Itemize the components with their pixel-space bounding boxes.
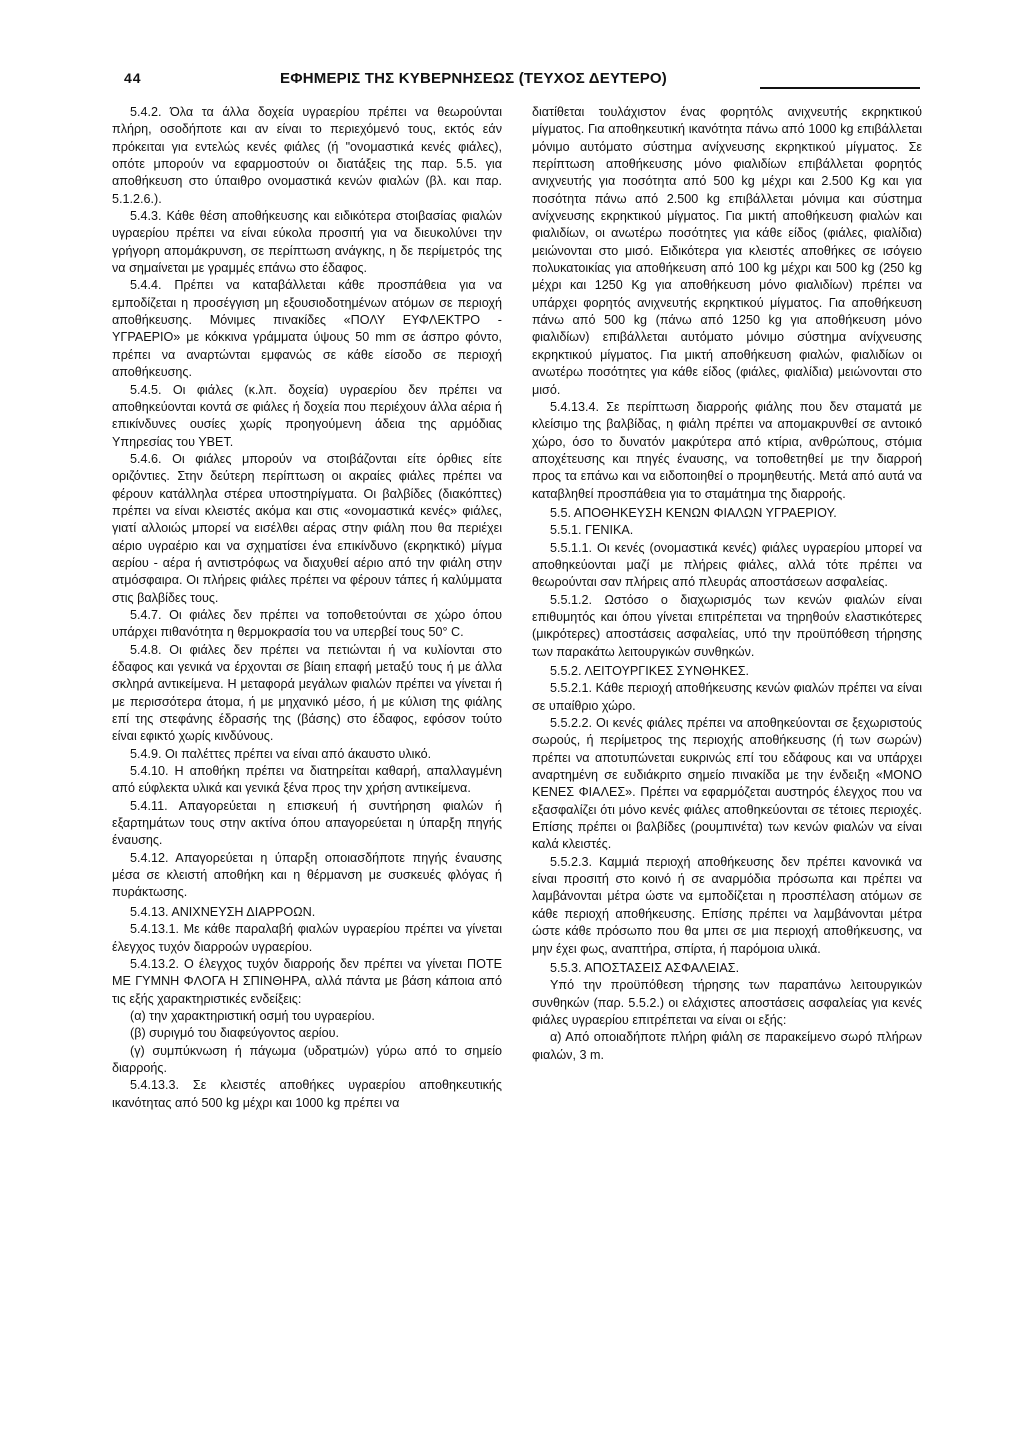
paragraph-5-4-6: 5.4.6. Οι φιάλες μπορούν να στοιβάζονται είτε όρθιες είτε οριζόντιες. Στην δεύτερη περίπτωση οι ακραίες φιάλες πρέπει να φέρουν κατάλληλα στέρεα υποστηρίγματα. Οι βαλβίδες (διακόπτες) πρέπει να είναι κλειστές ακόμα και στις «ονομαστικά κενές» φιάλες, γιατί αλλοιώς μπορεί να εισέλθει αέρας στην φιάλη που θα περιέχει αέριο υγραέριο και να σχηματίσει ένα επικίνδυνο (εκρηκτικό) μίγμα αερίου - αέρα ή αντιστρόφως να διαχυθεί αέριο από την φιάλη στην ατμόσφαιρα. Οι πλήρεις φιάλες πρέπει να φέρουν τάπες ή καλύμματα στις βαλβίδες τους.	[112, 451, 502, 605]
paragraph-5-4-5: 5.4.5. Οι φιάλες (κ.λπ. δοχεία) υγραερίου δεν πρέπει να αποθηκεύονται κοντά σε φιάλες ή δοχεία που περιέχουν άλλα αέρια ή επικίνδυνες ουσίες χωρίς προηγούμενη άδεια της αρμόδιας Υπηρεσίας του ΥΒΕΤ.	[112, 382, 502, 449]
section-heading-5-5-3: 5.5.3. ΑΠΟΣΤΑΣΕΙΣ ΑΣΦΑΛΕΙΑΣ.	[550, 960, 740, 975]
section-heading-leak-detection: 5.4.13. ΑΝΙΧΝΕΥΣΗ ΔΙΑΡΡΟΩΝ.	[130, 904, 316, 919]
paragraph-5-5-2-3: 5.5.2.3. Καμμιά περιοχή αποθήκευσης δεν πρέπει κανονικά να είναι προσιτή στο κοινό ή σε αναρμόδια πρόσωπα και πρέπει να λαμβάνονται μέτρα ώστε να εμποδίζεται η προσπέλαση ατόμων σε κάθε περιοχή αποθήκευσης. Επίσης πρέπει να λαμβάνονται μέτρα ώστε κάθε πρόσωπο που θα μπει σε μια περιοχή αποθήκευσης, να μην έχει φως, αναπτήρα, σπίρτα, ή παρόμοια υλικά.	[532, 854, 922, 956]
header-rule	[760, 87, 920, 89]
paragraph-5-4-12: 5.4.12. Απαγορεύεται η ύπαρξη οποιασδήποτε πηγής έναυσης μέσα σε κλειστή αποθήκη και η θέρμανση με συσκευές φλόγας ή πυράκτωσης.	[112, 850, 502, 900]
paragraph-5-5-3-intro: Υπό την προϋπόθεση τήρησης των παραπάνω λειτουργικών συνθηκών (παρ. 5.5.2.) οι ελάχιστες αποστάσεις ασφαλείας για κενές φιάλες υγραερίου επιτρέπεται να είναι οι εξής:	[532, 978, 922, 1027]
paragraph-5-4-9: 5.4.9. Οι παλέττες πρέπει να είναι από άκαυστο υλικό.	[130, 746, 432, 761]
paragraph-continued: διατίθεται τουλάχιστον ένας φορητόλς ανιχνευτής εκρηκτικού μίγματος. Για αποθηκευτική ικανότητα πάνω από 1000 kg επιβάλλεται μόνιμο αυτόματο σύστημα ανίχνευσης εκρηκτικού μίγματος. Σε περίπτωση αποθήκευσης μόνο φιαλιδίων επιβάλλεται φορητός ανιχνευτής για ποσότητα από 500 kg μέχρι και 2.500 Kg και για ποσότητα πάνω από 2.500 kg επιβάλλεται μόνιμα και σύστημα ανίχνευσης εκρηκτικού μίγματος. Για μικτή αποθήκευση φιαλών και φιαλιδίων, οι ανωτέρω ποσότητες για κάθε είδος (φιάλες, φιαλίδια) μειώνονται στο μισό. Ειδικότερα για κλειστές αποθήκες σε ισόγειο πολυκατοικίας για αποθήκευση από 100 kg μέχρι και 500 kg (250 kg μέχρι και 1250 Kg για αποθήκευση μόνο φιαλιδίων) πρέπει να υπάρχει φορητός ανιχνευτής εκρηκτικού μίγματος. Για αποθήκευση πάνω από 500 kg (πάνω από 1250 kg για αποθήκευση μόνο φιαλιδίων) επιβάλλεται αυτόματο μόνιμο σύστημα ανίχνευσης εκρηκτικού μίγματος. Για μικτή αποθήκευση φιαλών, φιαλιδίων οι ανωτέρω ποσότητες για κάθε είδος (φιάλες, φιαλίδια) μειώνονται στο μισό.	[532, 105, 922, 397]
paragraph-5-5-1-1: 5.5.1.1. Οι κενές (ονομαστικά κενές) φιάλες υγραερίου μπορεί να αποθηκεύονται μαζί με πλήρεις φιάλες, αλλά τότε πρέπει να θεωρούνται σαν πλήρεις από πλευράς αποστάσεων ασφαλείας.	[532, 540, 922, 590]
paragraph-5-4-13-4: 5.4.13.4. Σε περίπτωση διαρροής φιάλης που δεν σταματά με κλείσιμο της βαλβίδας, η φιάλη πρέπει να απομακρυνθεί σε αντοικό χώρο, όσο το δυνατόν μακρύτερα από κτίρια, ανθρώπους, στόμια αποχέτευσης και πηγές έναυσης, να τοποθετηθεί με την διαρροή προς τα επάνω και να ειδοποιηθεί ο προμηθευτής. Μετά από αυτά να καταβληθεί προσπάθεια για το σταμάτημα της διαρροής.	[532, 399, 922, 501]
paragraph-5-4-13-3: 5.4.13.3. Σε κλειστές αποθήκες υγραερίου αποθηκευτικής ικανότητας από 500 kg μέχρι και 1000 kg πρέπει να	[112, 1078, 502, 1110]
paragraph-5-4-13-2: 5.4.13.2. Ο έλεγχος τυχόν διαρροής δεν πρέπει να γίνεται ΠΟΤΕ ΜΕ ΓΥΜΝΗ ΦΛΟΓΑ Η ΣΠΙΝΘΗΡΑ, αλλά πάντα με βάση κάποια από τις εξής χαρακτηριστικές ενδείξεις:	[112, 956, 502, 1006]
paragraph-5-4-8: 5.4.8. Οι φιάλες δεν πρέπει να πετιώνται ή να κυλίονται στο έδαφος και γενικά να έρχονται σε βίαιη επαφή μεταξύ τους ή με άλλα σκληρά αντικείμενα. Η μεταφορά μεγάλων φιαλών πρέπει να γίνεται ή με περισσότερα άτομα, ή με μηχανικό μέσο, ή με κύλιση της φιάλης επί της στεφάνης έδρασής της (βάσης) στο έδαφος, εφόσον τούτο είναι εφικτό χωρίς κινδύνους.	[112, 642, 502, 744]
page-number: 44	[124, 70, 142, 86]
running-header: ΕΦΗΜΕΡΙΣ ΤΗΣ ΚΥΒΕΡΝΗΣΕΩΣ (ΤΕΥΧΟΣ ΔΕΥΤΕΡΟ)	[280, 70, 667, 87]
left-column	[112, 104, 502, 1112]
paragraph-5-4-11: 5.4.11. Απαγορεύεται η επισκευή ή συντήρηση φιαλών ή εξαρτημάτων τους στην ακτίνα όπου απαγορεύεται η ύπαρξη πηγής έναυσης.	[112, 798, 502, 848]
paragraph-5-4-4: 5.4.4. Πρέπει να καταβάλλεται κάθε προσπάθεια για να εμποδίζεται η προσέγγιση μη εξουσιοδοτημένων ατόμων σε περιοχή αποθήκευσης. Μόνιμες πινακίδες «ΠΟΛΥ ΕΥΦΛΕΚΤΡΟ - ΥΓΡΑΕΡΙΟ» με κόκκινα γράμματα ύψους 50 mm σε άσπρο φόντο, πρέπει να αναρτώνται εμφανώς σε κάθε είσοδο σε περιοχή αποθήκευσης.	[112, 278, 502, 380]
section-heading-5-5-1: 5.5.1. ΓΕΝΙΚΑ.	[550, 523, 634, 538]
paragraph-5-4-2: 5.4.2. Όλα τα άλλα δοχεία υγραερίου πρέπει να θεωρούνται πλήρη, οσοδήποτε και αν είναι το περιεχόμενό τους, εκτός εάν πρόκειται για εντελώς κενές φιάλες (ή "ονομαστικά κενές φιάλες), οπότε μπορούν να εφαρμοστούν οι διατάξεις της παρ. 5.5. για αποθήκευση στο ύπαιθρο ονομαστικά κενών φιαλών (βλ. και παρ. 5.1.2.6.).	[112, 105, 502, 206]
paragraph-5-4-13-1: 5.4.13.1. Με κάθε παραλαβή φιαλών υγραερίου πρέπει να γίνεται έλεγχος τυχόν διαρροών υγραερίου.	[112, 922, 502, 954]
section-heading-5-5: 5.5. ΑΠΟΘΗΚΕΥΣΗ ΚΕΝΩΝ ΦΙΑΛΩΝ ΥΓΡΑΕΡΙΟΥ.	[550, 505, 837, 520]
paragraph-5-4-10: 5.4.10. Η αποθήκη πρέπει να διατηρείται καθαρή, απαλλαγμένη από εύφλεκτα υλικά και γενικά ξένα προς την χρήση αντικείμενα.	[112, 764, 502, 796]
list-item-distance-a: α) Από οποιαδήποτε πλήρη φιάλη σε παρακείμενο σωρό πλήρων φιαλών, 3 m.	[532, 1030, 922, 1062]
section-heading-5-5-2: 5.5.2. ΛΕΙΤΟΥΡΓΙΚΕΣ ΣΥΝΘΗΚΕΣ.	[550, 664, 750, 678]
list-item-c: (γ) συμπύκνωση ή πάγωμα (υδρατμών) γύρω από το σημείο διαρροής.	[112, 1043, 502, 1075]
list-item-a: (α) την χαρακτηριστική οσμή του υγραερίου.	[130, 1008, 375, 1023]
paragraph-5-5-2-1: 5.5.2.1. Κάθε περιοχή αποθήκευσης κενών φιαλών πρέπει να είναι σε υπαίθριο χώρο.	[532, 681, 922, 713]
paragraph-5-4-7: 5.4.7. Οι φιάλες δεν πρέπει να τοποθετούνται σε χώρο όπου υπάρχει πιθανότητα η θερμοκρασία του να υπερβεί τους 50° C.	[112, 607, 502, 640]
right-column	[532, 104, 922, 1064]
paragraph-5-4-3: 5.4.3. Κάθε θέση αποθήκευσης και ειδικότερα στοιβασίας φιαλών υγραερίου πρέπει να είναι εύκολα προσιτή για να διευκολύνει την γρήγορη απομάκρυνση, σε περίπτωση ανάγκης, η δε περίμετρός της να σημαίνεται με γραμμές επάνω στο έδαφος.	[112, 209, 502, 276]
list-item-b: (β) συριγμό του διαφεύγοντος αερίου.	[130, 1026, 339, 1041]
paragraph-5-5-1-2: 5.5.1.2. Ωστόσο ο διαχωρισμός των κενών φιαλών είναι επιθυμητός και όπου γίνεται επιτρέπεται να τηρηθούν ελαστικότερες (μικρότερες) αποστάσεις ασφαλείας, υπό την προϋπόθεση τήρησης των παρακάτω λειτουργικών συνθηκών.	[532, 592, 922, 659]
paragraph-5-5-2-2: 5.5.2.2. Οι κενές φιάλες πρέπει να αποθηκεύονται σε ξεχωριστούς σωρούς, ή περίμετρος της περιοχής αποθήκευσης (ή των σωρών) πρέπει να αποτυπώνεται ευκρινώς επί του εδάφους και να υπάρχει αναρτημένη σε ευδιάκριτο σημείο πινακίδα με την ένδειξη «ΜΟΝΟ ΚΕΝΕΣ ΦΙΑΛΕΣ». Πρέπει να εφαρμόζεται αυστηρός έλεγχος που να εξασφαλίζει ότι μόνο κενές φιάλες αποθηκεύονται σε τέτοιες περιοχές. Επίσης πρέπει οι βαλβίδες (ρουμπινέτα) των κενών φιαλών να είναι καλά κλειστές.	[532, 716, 922, 852]
